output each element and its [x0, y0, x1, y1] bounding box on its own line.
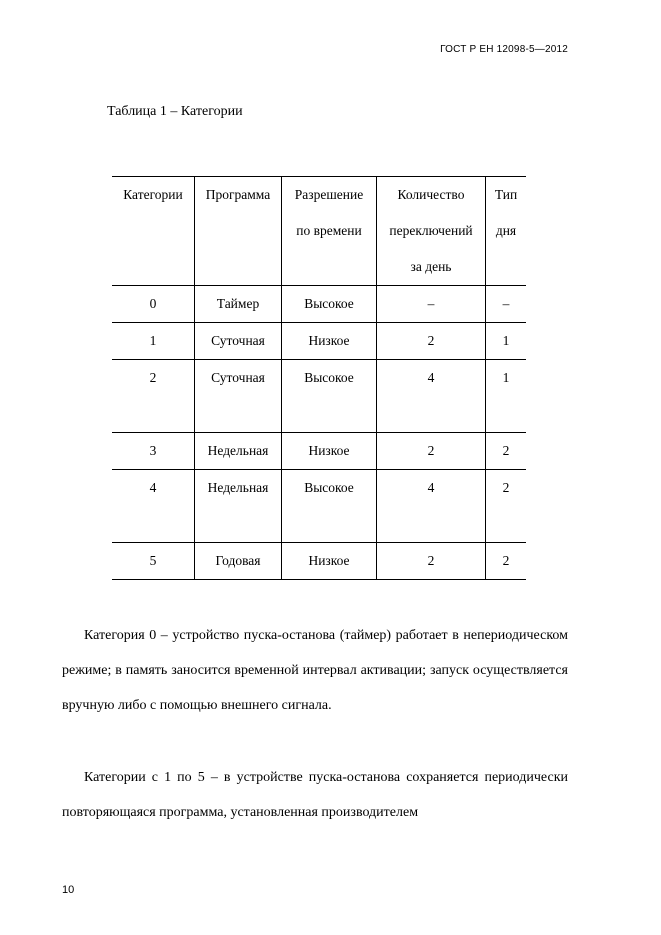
cell-program: Недельная	[195, 433, 282, 470]
cell-program: Годовая	[195, 543, 282, 580]
cell-switch-count: 4	[377, 360, 486, 433]
cell-day-type: 1	[486, 323, 527, 360]
table-row	[112, 360, 526, 433]
header-line: по времени	[296, 223, 362, 238]
cell-resolution: Высокое	[282, 360, 377, 433]
page-number: 10	[62, 884, 75, 896]
table-row	[112, 543, 526, 580]
cell-switch-count: 2	[377, 543, 486, 580]
cell-category: 3	[149, 443, 157, 458]
cell-day-type: 2	[486, 433, 527, 470]
table-header-row	[112, 177, 526, 286]
categories-table	[112, 176, 526, 580]
header-line: Программа	[205, 187, 271, 202]
header-line: переключений	[389, 223, 473, 238]
cell-switch-count: 2	[377, 433, 486, 470]
cell-program: Недельная	[195, 470, 282, 543]
table-row	[112, 470, 526, 543]
header-categories	[112, 177, 195, 286]
cell-day-type: 1	[486, 360, 527, 433]
cell-resolution: Низкое	[282, 323, 377, 360]
table-row	[112, 286, 526, 323]
paragraph-category-0: Категория 0 – устройство пуска-останова (таймер) работает в непериодическом режиме; в память заносится временной интервал активации; запуск осуществляется вручную либо с помощью внешнего сигнала.	[62, 628, 568, 713]
table-row	[112, 323, 526, 360]
standard-code: ГОСТ Р ЕН 12098-5—2012	[440, 44, 568, 55]
cell-day-type: –	[486, 286, 527, 323]
cell-category: 2	[149, 370, 157, 385]
header-line: Количество	[397, 187, 465, 202]
header-line: Категории	[123, 187, 183, 202]
cell-resolution: Низкое	[282, 433, 377, 470]
header-program	[195, 177, 282, 286]
cell-switch-count: 2	[377, 323, 486, 360]
header-line: за день	[410, 259, 452, 274]
cell-resolution: Низкое	[282, 543, 377, 580]
cell-switch-count: 4	[377, 470, 486, 543]
cell-resolution: Высокое	[282, 470, 377, 543]
cell-category: 0	[149, 296, 157, 311]
cell-category: 1	[149, 333, 157, 348]
table-row	[112, 433, 526, 470]
header-line: Тип	[494, 187, 518, 202]
cell-resolution: Высокое	[282, 286, 377, 323]
cell-day-type: 2	[486, 543, 527, 580]
header-line: Разрешение	[294, 187, 364, 202]
cell-program: Суточная	[195, 360, 282, 433]
header-time-resolution	[282, 177, 377, 286]
cell-program: Суточная	[195, 323, 282, 360]
cell-day-type: 2	[486, 470, 527, 543]
header-line: дня	[495, 223, 517, 238]
cell-category: 5	[149, 553, 157, 568]
cell-category: 4	[149, 480, 157, 495]
cell-program: Таймер	[195, 286, 282, 323]
header-switch-count	[377, 177, 486, 286]
header-day-type	[486, 177, 527, 286]
table-caption: Таблица 1 – Категории	[107, 104, 243, 119]
paragraph-categories-1-5: Категории с 1 по 5 – в устройстве пуска-останова сохраняется периодически повторяющаяся программа, установленная производителем	[62, 770, 568, 820]
cell-switch-count: –	[377, 286, 486, 323]
